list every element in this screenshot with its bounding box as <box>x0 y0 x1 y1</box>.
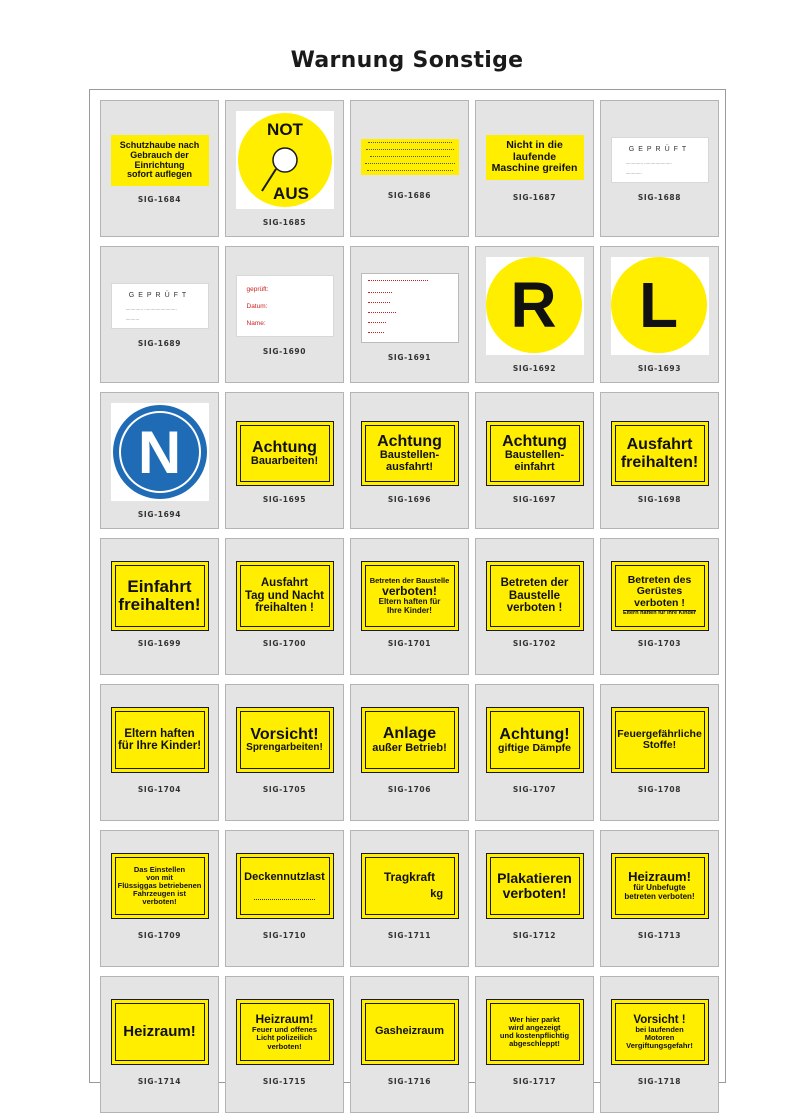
sign-card[interactable] <box>225 830 344 967</box>
sign-text: Einfahrt <box>127 576 192 596</box>
sign-text: Achtung! <box>499 725 570 743</box>
sign-text: Schutzhaube nach <box>119 139 200 150</box>
sign-text: Feuer und offenes <box>251 1025 317 1035</box>
letter-n-icon: N <box>119 411 201 493</box>
sign-image <box>236 999 334 1065</box>
sign-grid <box>100 100 719 1113</box>
sign-image <box>361 421 459 486</box>
sign-text: Vorsicht! <box>250 725 319 743</box>
sign-text: Licht polizeilich <box>256 1033 313 1043</box>
sign-card[interactable] <box>600 684 719 821</box>
sign-image <box>111 561 209 631</box>
sign-text: geprüft: <box>246 286 269 293</box>
sign-text: Name: <box>246 320 266 327</box>
sign-image <box>486 999 584 1065</box>
sign-code: SIG-1710 <box>262 931 307 940</box>
sign-image <box>611 707 709 773</box>
sign-text: Plakatieren <box>497 869 572 886</box>
sign-text: GEPRÜFT <box>628 146 691 153</box>
sign-text: Gebrauch der <box>130 149 189 160</box>
sign-text: AUS <box>272 184 309 203</box>
sign-code: SIG-1693 <box>637 364 682 373</box>
sign-card[interactable] <box>350 976 469 1113</box>
sign-text: Gerüstes <box>636 585 683 598</box>
sign-image <box>111 707 209 773</box>
sign-card[interactable] <box>600 246 719 383</box>
sign-image <box>486 421 584 486</box>
sign-text: Flüssiggas betriebenen <box>117 880 202 890</box>
sign-image <box>611 999 709 1065</box>
sign-text: Ausfahrt <box>626 436 693 454</box>
sign-card[interactable] <box>100 830 219 967</box>
sign-text: bei laufenden <box>635 1025 684 1035</box>
sign-code: SIG-1712 <box>512 931 557 940</box>
sign-image <box>111 853 209 919</box>
sign-text: Tag und Nacht <box>244 589 324 602</box>
sign-card[interactable] <box>600 830 719 967</box>
sign-image <box>111 403 209 501</box>
sign-image <box>361 707 459 773</box>
sign-code: SIG-1687 <box>512 193 557 202</box>
sign-card[interactable] <box>350 684 469 821</box>
sign-text: Heizraum! <box>123 1022 196 1040</box>
sign-code: SIG-1691 <box>387 353 432 362</box>
sign-image <box>486 707 584 773</box>
sign-code: SIG-1702 <box>512 639 557 648</box>
sign-card[interactable] <box>350 246 469 383</box>
sign-image: GEPRÜFT .............. .......................... ........... <box>111 283 209 329</box>
letter-r-icon: R <box>486 257 582 353</box>
sign-code: SIG-1696 <box>387 495 432 504</box>
sign-code: SIG-1685 <box>262 218 307 227</box>
sign-text: Baustelle <box>508 589 561 602</box>
sign-code: SIG-1686 <box>387 191 432 200</box>
sign-code: SIG-1695 <box>262 495 307 504</box>
sign-code: SIG-1709 <box>137 931 182 940</box>
sign-image <box>111 999 209 1065</box>
sign-text: Einrichtung <box>134 159 185 170</box>
sign-text: Wer hier parkt <box>509 1014 560 1024</box>
sign-image <box>361 561 459 631</box>
sign-text: abgeschleppt! <box>509 1039 560 1049</box>
sign-text: Vergiftungsgefahr! <box>626 1041 693 1051</box>
sign-code: SIG-1714 <box>137 1077 182 1086</box>
sign-text: freihalten ! <box>255 602 314 615</box>
sign-text: verboten! <box>267 1041 302 1051</box>
sign-code: SIG-1705 <box>262 785 307 794</box>
sign-code: SIG-1684 <box>137 195 182 204</box>
sign-text: von mit <box>146 872 173 882</box>
sign-card[interactable] <box>475 830 594 967</box>
sign-text: Betreten der <box>500 577 569 590</box>
sign-code: SIG-1699 <box>137 639 182 648</box>
sign-card[interactable] <box>100 684 219 821</box>
sign-text: verboten! <box>502 885 567 901</box>
sign-text: Bauarbeiten! <box>250 455 319 468</box>
sign-code: SIG-1704 <box>137 785 182 794</box>
sign-text: Sprengarbeiten! <box>246 742 323 754</box>
sign-card[interactable] <box>600 392 719 529</box>
sign-code: SIG-1716 <box>387 1077 432 1086</box>
sign-text: Achtung <box>252 438 317 456</box>
sign-text: Vorsicht ! <box>633 1013 686 1026</box>
sign-text: Das Einstellen <box>133 864 186 874</box>
sign-image <box>486 135 584 180</box>
catalog-frame <box>89 89 726 1086</box>
sign-image <box>236 421 334 486</box>
sign-text: Feuergefährliche <box>617 727 702 740</box>
sign-text: Betreten der Baustelle <box>369 575 450 585</box>
sign-text: Betreten des <box>627 574 692 587</box>
sign-code: SIG-1708 <box>637 785 682 794</box>
sign-code: SIG-1706 <box>387 785 432 794</box>
sign-card[interactable] <box>475 100 594 237</box>
sign-card[interactable] <box>225 392 344 529</box>
sign-text: Eltern haften <box>124 727 195 740</box>
sign-image <box>611 853 709 919</box>
sign-image <box>486 853 584 919</box>
sign-text: wird angezeigt <box>508 1022 561 1032</box>
sign-code: SIG-1703 <box>637 639 682 648</box>
sign-image <box>611 421 709 486</box>
sign-text: Heizraum! <box>255 1012 314 1027</box>
sign-text: verboten! <box>382 583 437 598</box>
sign-code: SIG-1690 <box>262 347 307 356</box>
sign-text: außer Betrieb! <box>372 741 447 754</box>
sign-card[interactable] <box>350 830 469 967</box>
sign-text: Datum: <box>246 303 268 310</box>
sign-card[interactable] <box>100 538 219 675</box>
sign-card[interactable] <box>475 392 594 529</box>
sign-card[interactable] <box>225 246 344 383</box>
sign-code: SIG-1697 <box>512 495 557 504</box>
sign-text: und kostenpflichtig <box>499 1031 570 1040</box>
sign-text: Eltern haften für Ihre Kinder <box>622 610 697 617</box>
sign-card[interactable] <box>225 100 344 237</box>
sign-code: SIG-1707 <box>512 785 557 794</box>
sign-card[interactable] <box>225 684 344 821</box>
sign-image <box>236 707 334 773</box>
sign-text: GEPRÜFT <box>128 292 191 299</box>
sign-text: Heizraum! <box>628 869 691 885</box>
sign-text: Eltern haften für <box>378 596 441 606</box>
sign-text: Baustellen- <box>379 449 440 462</box>
sign-text: betreten verboten! <box>624 892 695 902</box>
sign-card[interactable] <box>350 538 469 675</box>
sign-text: Tragkraft <box>383 870 436 885</box>
sign-card[interactable] <box>600 100 719 237</box>
sign-card[interactable] <box>600 538 719 675</box>
sign-code: SIG-1698 <box>637 495 682 504</box>
sign-text: ausfahrt! <box>385 461 434 474</box>
sign-image: GEPRÜFT .............. ...................... ............. <box>611 137 709 183</box>
sign-card[interactable] <box>475 976 594 1113</box>
sign-text: freihalten! <box>620 453 699 471</box>
sign-code: SIG-1688 <box>637 193 682 202</box>
sign-image <box>111 135 209 186</box>
sign-code: SIG-1711 <box>387 931 432 940</box>
sign-image <box>236 275 334 337</box>
sign-card[interactable] <box>475 538 594 675</box>
sign-image <box>361 139 459 175</box>
sign-text: Maschine greifen <box>491 162 578 175</box>
sign-text: Nicht in die laufende <box>506 139 563 163</box>
sign-text: sofort auflegen <box>126 169 192 180</box>
sign-image <box>486 561 584 631</box>
sign-image <box>611 257 709 355</box>
sign-card[interactable] <box>600 976 719 1113</box>
sign-text: für Ihre Kinder! <box>117 740 202 752</box>
sign-card[interactable] <box>475 246 594 383</box>
sign-text: kg <box>430 888 444 901</box>
sign-image <box>236 853 334 919</box>
sign-code: SIG-1700 <box>262 639 307 648</box>
sign-code: SIG-1718 <box>637 1077 682 1086</box>
sign-card[interactable] <box>350 392 469 529</box>
page-title: Warnung Sonstige <box>290 48 524 73</box>
sign-image <box>486 257 584 355</box>
sign-card[interactable] <box>100 392 219 529</box>
sign-card[interactable] <box>475 684 594 821</box>
sign-text: Achtung <box>377 432 442 450</box>
sign-card[interactable] <box>225 538 344 675</box>
sign-image <box>361 999 459 1065</box>
sign-code: SIG-1715 <box>262 1077 307 1086</box>
sign-text: verboten ! <box>634 596 685 609</box>
sign-image <box>361 273 459 343</box>
sign-text: Baustellen- <box>504 449 565 462</box>
sign-text: Motoren <box>644 1033 675 1043</box>
sign-card[interactable] <box>100 246 219 383</box>
sign-code: SIG-1694 <box>137 510 182 519</box>
sign-text: Deckennutzlast <box>244 870 325 883</box>
sign-text: Stoffe! <box>642 739 677 751</box>
sign-text: Ausfahrt <box>260 577 309 590</box>
sign-card[interactable] <box>350 100 469 237</box>
sign-card[interactable] <box>225 976 344 1113</box>
sign-text: Fahrzeugen ist <box>133 889 186 899</box>
sign-text: verboten! <box>142 897 177 907</box>
sign-code: SIG-1713 <box>637 931 682 940</box>
sign-text: Anlage <box>382 725 437 743</box>
sign-text: freihalten! <box>118 595 201 614</box>
emergency-stop-icon <box>236 111 334 209</box>
sign-image <box>236 561 334 631</box>
sign-image <box>236 111 334 209</box>
sign-text: giftige Dämpfe <box>498 741 571 754</box>
sign-text: für Unbefugte <box>633 883 686 893</box>
sign-text: einfahrt <box>514 461 555 474</box>
sign-text: Gasheizraum <box>374 1025 445 1038</box>
sign-text: Achtung <box>502 432 567 450</box>
sign-code: SIG-1701 <box>387 639 432 648</box>
sign-code: SIG-1717 <box>512 1077 557 1086</box>
sign-code: SIG-1692 <box>512 364 557 373</box>
sign-image <box>611 561 709 631</box>
sign-card[interactable] <box>100 100 219 237</box>
sign-text: verboten ! <box>506 602 563 615</box>
sign-image <box>361 853 459 919</box>
sign-text: Ihre Kinder! <box>387 605 432 615</box>
sign-text: NOT <box>266 120 303 139</box>
sign-card[interactable] <box>100 976 219 1113</box>
letter-l-icon: L <box>611 257 707 353</box>
sign-code: SIG-1689 <box>137 339 182 348</box>
